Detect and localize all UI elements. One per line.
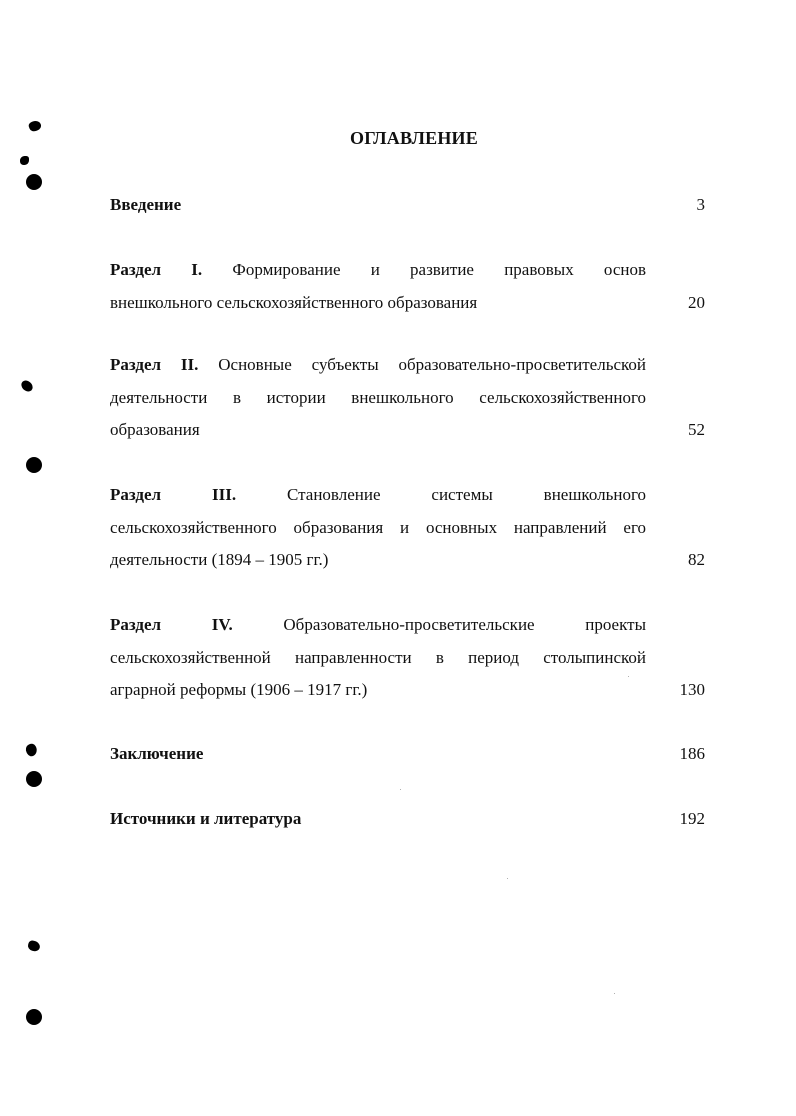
toc-entry-section-2[interactable] xyxy=(110,349,705,447)
toc-entry-label: Раздел III. xyxy=(110,485,237,504)
toc-page-number: 130 xyxy=(679,680,705,699)
toc-entry-line: сельскохозяйственного образования и основных направлений его xyxy=(110,517,646,537)
punch-mark-5 xyxy=(27,940,41,953)
scan-speck xyxy=(507,878,508,879)
toc-page-number: 186 xyxy=(679,744,705,763)
toc-page-number: 20 xyxy=(688,292,705,312)
toc-entry-label: Раздел II. xyxy=(110,355,199,374)
toc-entry-label: Раздел I. xyxy=(110,260,203,279)
punch-hole-4 xyxy=(26,1009,42,1025)
toc-entry-line: деятельности в истории внешкольного сельскохозяйственного xyxy=(110,387,646,407)
toc-entry-line: Раздел IV. Образовательно-просветительские проекты xyxy=(110,615,646,634)
toc-entry-line: деятельности (1894 – 1905 гг.) xyxy=(110,550,329,569)
toc-entry-line: сельскохозяйственной направленности в период столыпинской xyxy=(110,647,646,667)
punch-mark-4 xyxy=(24,742,40,758)
toc-page-number: 52 xyxy=(688,420,705,439)
toc-entry-line: внешкольного сельскохозяйственного образования xyxy=(110,292,478,312)
toc-page-number: 3 xyxy=(696,195,705,214)
punch-hole-2 xyxy=(26,457,42,473)
toc-entry-label: Источники и литература xyxy=(110,809,302,828)
page-title: ОГЛАВЛЕНИЕ xyxy=(350,128,478,148)
punch-hole-3 xyxy=(26,771,42,787)
toc-entry-section-3[interactable] xyxy=(110,479,705,577)
scan-speck xyxy=(614,993,615,994)
toc-entry-line: аграрной реформы (1906 – 1917 гг.) xyxy=(110,680,368,699)
punch-mark-3 xyxy=(20,379,35,393)
toc-entry-line: Раздел III. Становление системы внешкольного xyxy=(110,485,646,504)
toc-entry-label: Введение xyxy=(110,195,182,214)
toc-page-number: 192 xyxy=(679,809,705,828)
toc-entry-section-1[interactable] xyxy=(110,254,705,319)
toc-entry-line: Раздел II. Основные субъекты образовательно-просветительской xyxy=(110,355,647,374)
toc-entry-line: Раздел I. Формирование и развитие правовых основ xyxy=(110,260,646,279)
toc-entry-label: Заключение xyxy=(110,744,204,763)
toc-entry-label: Раздел IV. xyxy=(110,615,233,634)
toc-page-number: 82 xyxy=(688,550,705,569)
scan-speck xyxy=(400,789,401,790)
toc-entry-sources[interactable] xyxy=(110,803,705,836)
toc-entry-line: образования xyxy=(110,420,200,439)
toc-entry-section-4[interactable] xyxy=(110,609,705,707)
punch-mark-2 xyxy=(20,156,29,165)
toc-entry-intro[interactable] xyxy=(110,189,705,222)
punch-hole-1 xyxy=(26,174,42,190)
toc-entry-conclusion[interactable] xyxy=(110,738,705,771)
